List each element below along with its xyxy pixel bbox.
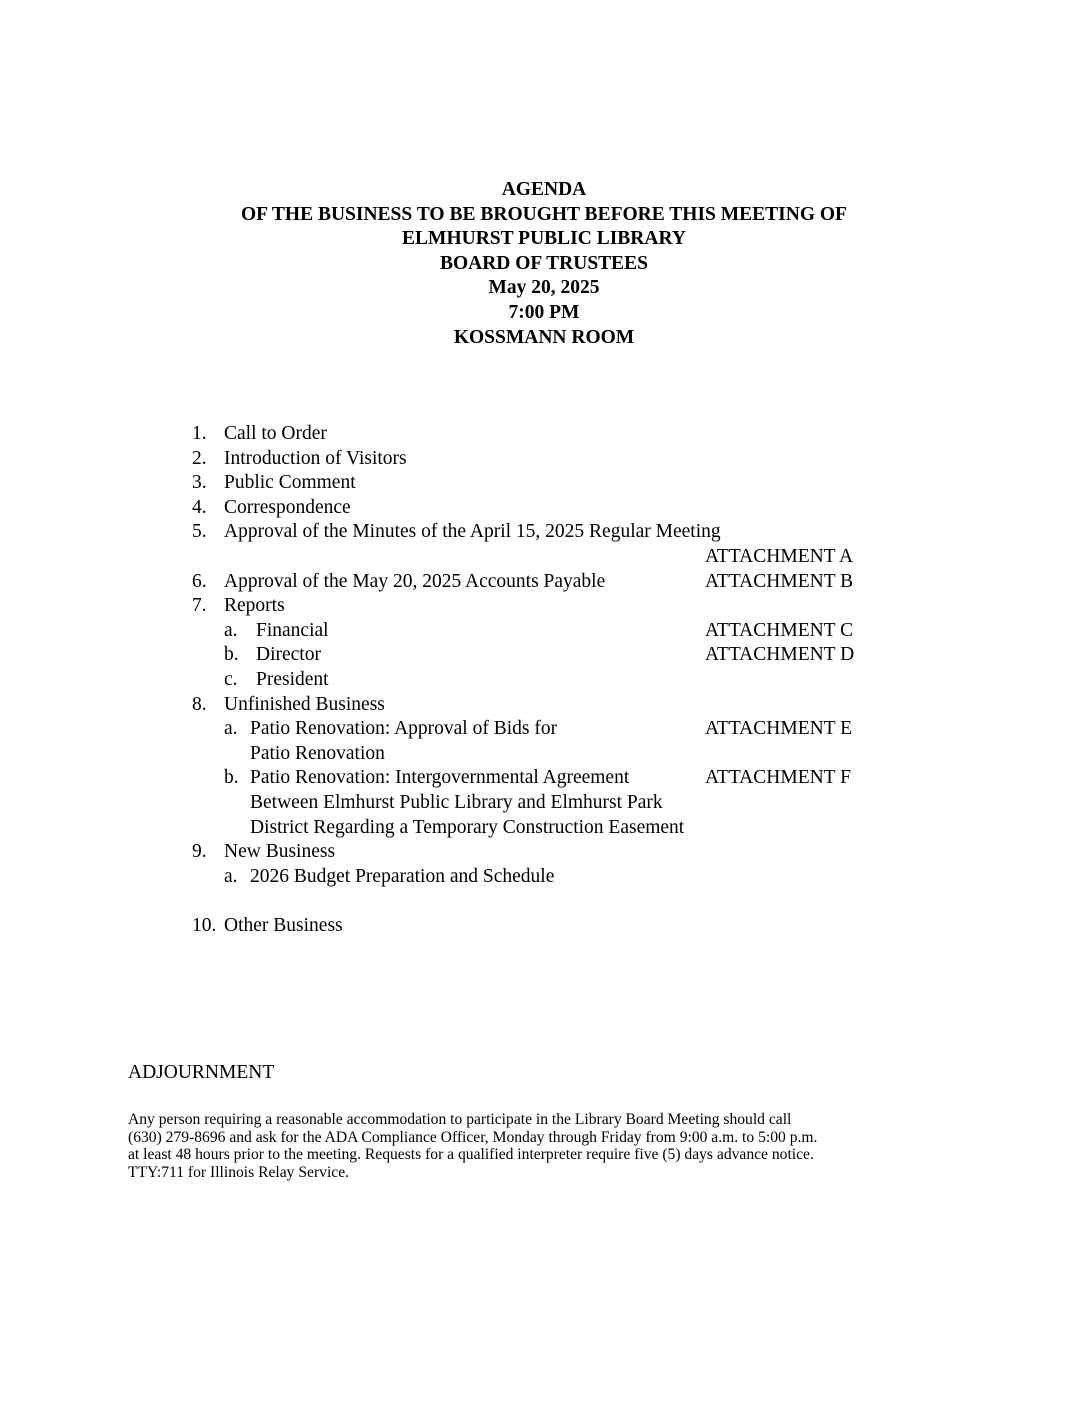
subitem-text-continued: District Regarding a Temporary Construction Easement bbox=[250, 816, 685, 838]
item-number: 4. bbox=[192, 496, 207, 518]
item-text: Approval of the May 20, 2025 Accounts Payable bbox=[224, 570, 606, 592]
header-board: BOARD OF TRUSTEES bbox=[439, 252, 649, 274]
agenda-item-2 bbox=[0, 447, 1088, 472]
header-time: 7:00 PM bbox=[508, 301, 580, 323]
item-number: 6. bbox=[192, 570, 207, 592]
agenda-item-9 bbox=[0, 840, 1088, 865]
item-text: Approval of the Minutes of the April 15, 2025 Regular Meeting bbox=[224, 521, 721, 543]
subitem-letter: a. bbox=[224, 619, 238, 641]
header-title: AGENDA bbox=[501, 179, 587, 200]
agenda-subitem-7c bbox=[0, 668, 1088, 693]
notice-line: at least 48 hours prior to the meeting. Requests for a qualified interpreter require five (5) days advance notice. bbox=[128, 1146, 814, 1164]
subitem-text: Patio Renovation: Intergovernmental Agreement bbox=[250, 767, 630, 789]
subitem-letter: b. bbox=[224, 767, 239, 789]
agenda-item-7 bbox=[0, 594, 1088, 619]
subitem-letter: a. bbox=[224, 718, 238, 740]
accommodation-notice bbox=[128, 1111, 988, 1181]
attachment-label: ATTACHMENT E bbox=[705, 718, 853, 740]
agenda-subitem-8b-continued bbox=[0, 791, 1088, 816]
attachment-label: ATTACHMENT F bbox=[705, 767, 851, 789]
item-text: New Business bbox=[224, 841, 336, 863]
subitem-text: Director bbox=[256, 644, 321, 666]
adjournment-heading: ADJOURNMENT bbox=[128, 1062, 275, 1083]
attachment-label: ATTACHMENT B bbox=[705, 570, 854, 592]
header-date: May 20, 2025 bbox=[488, 277, 600, 299]
agenda-subitem-7a bbox=[0, 619, 1088, 644]
header-organization: ELMHURST PUBLIC LIBRARY bbox=[402, 228, 686, 250]
subitem-text: 2026 Budget Preparation and Schedule bbox=[250, 865, 555, 887]
item-number: 9. bbox=[192, 841, 207, 863]
item-number: 7. bbox=[192, 595, 207, 617]
item-text: Public Comment bbox=[224, 472, 356, 494]
header-subtitle: OF THE BUSINESS TO BE BROUGHT BEFORE THIS MEETING OF bbox=[241, 203, 847, 225]
item-text: Correspondence bbox=[224, 496, 351, 518]
item-text: Other Business bbox=[224, 914, 343, 936]
subitem-text-continued: Patio Renovation bbox=[250, 742, 385, 764]
item-text: Call to Order bbox=[224, 423, 327, 444]
attachment-label: ATTACHMENT A bbox=[705, 545, 854, 567]
item-text: Reports bbox=[224, 595, 285, 617]
agenda-item-1 bbox=[0, 422, 1088, 447]
agenda-header bbox=[0, 178, 1088, 350]
notice-line: (630) 279-8696 and ask for the ADA Compliance Officer, Monday through Friday from 9:00 a.m. to 5:00 p.m. bbox=[128, 1128, 818, 1146]
subitem-text: President bbox=[256, 668, 329, 690]
item-number: 2. bbox=[192, 447, 207, 469]
agenda-item-8 bbox=[0, 693, 1088, 718]
subitem-letter: c. bbox=[224, 668, 238, 690]
item-text: Unfinished Business bbox=[224, 693, 385, 715]
attachment-label: ATTACHMENT C bbox=[705, 619, 854, 641]
subitem-text: Patio Renovation: Approval of Bids for bbox=[250, 718, 558, 740]
agenda-item-4 bbox=[0, 496, 1088, 521]
agenda-item-5-attachment-row bbox=[0, 545, 1088, 570]
agenda-subitem-7b bbox=[0, 643, 1088, 668]
item-number: 3. bbox=[192, 472, 207, 494]
subitem-letter: a. bbox=[224, 865, 238, 887]
agenda-item-3 bbox=[0, 471, 1088, 496]
agenda-item-10 bbox=[0, 914, 1088, 939]
item-number: 8. bbox=[192, 693, 207, 715]
item-number: 5. bbox=[192, 521, 207, 543]
agenda-subitem-8a bbox=[0, 717, 1088, 742]
agenda-item-6 bbox=[0, 570, 1088, 595]
agenda-subitem-8a-continued bbox=[0, 742, 1088, 767]
item-number: 1. bbox=[192, 423, 207, 444]
header-location: KOSSMANN ROOM bbox=[453, 326, 635, 348]
item-number: 10. bbox=[192, 914, 217, 936]
agenda-item-5 bbox=[0, 520, 1088, 545]
notice-line: Any person requiring a reasonable accommodation to participate in the Library Board Meeting should call bbox=[128, 1111, 792, 1128]
agenda-subitem-8b bbox=[0, 766, 1088, 791]
agenda-subitem-9a bbox=[0, 865, 1088, 890]
subitem-letter: b. bbox=[224, 644, 239, 666]
notice-line: TTY:711 for Illinois Relay Service. bbox=[128, 1163, 350, 1181]
attachment-label: ATTACHMENT D bbox=[705, 644, 855, 666]
agenda-subitem-8b-continued-2 bbox=[0, 816, 1088, 841]
item-text: Introduction of Visitors bbox=[224, 447, 407, 469]
agenda-list bbox=[0, 422, 1088, 938]
subitem-text: Financial bbox=[256, 619, 329, 641]
subitem-text-continued: Between Elmhurst Public Library and Elmhurst Park bbox=[250, 791, 663, 813]
